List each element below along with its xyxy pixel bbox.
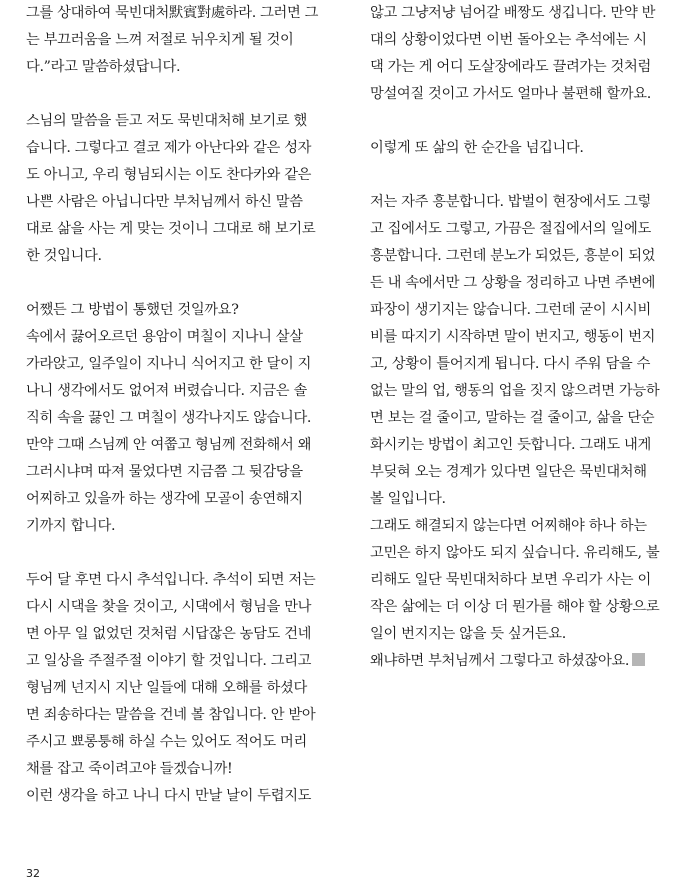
text-line: 는 부끄러움을 느껴 저절로 뉘우치게 될 것이: [26, 32, 294, 48]
text-line: 다시 시댁을 찾을 것이고, 시댁에서 형님을 만나: [26, 599, 312, 615]
text-line-final: [370, 651, 645, 671]
text-line: 저는 자주 흥분합니다. 밥벌이 현장에서도 그렇: [370, 194, 651, 210]
text-line: 면 보는 걸 줄이고, 말하는 걸 줄이고, 삶을 단순: [370, 410, 655, 426]
text-line: 볼 일입니다.: [370, 491, 446, 507]
text-line: 가라앉고, 일주일이 지나니 식어지고 한 달이 지: [26, 356, 312, 372]
text-line: 고 집에서도 그렇고, 가끔은 절집에서의 일에도: [370, 221, 651, 237]
text-line: 없는 말의 업, 행동의 업을 짓지 않으려면 가능하: [370, 383, 660, 399]
text-line: 이런 생각을 하고 나니 다시 만날 날이 두렵지도: [26, 788, 312, 804]
text-line: 한 것입니다.: [26, 248, 102, 264]
text-line: 흥분합니다. 그런데 분노가 되었든, 흥분이 되었: [370, 248, 656, 264]
text-line: 면 아무 일 없었던 것처럼 시답잖은 농담도 건네: [26, 626, 312, 642]
text-line: 고, 상황이 틀어지게 됩니다. 다시 주워 담을 수: [370, 356, 651, 372]
text-line: 리해도 일단 묵빈대처하다 보면 우리가 사는 이: [370, 572, 651, 588]
text-line: 기까지 합니다.: [26, 518, 116, 534]
text-line: 스님의 말씀을 듣고 저도 묵빈대처해 보기로 했: [26, 113, 307, 129]
page-number: 32: [26, 867, 40, 880]
text-line: 이렇게 또 삶의 한 순간을 넘깁니다.: [370, 140, 584, 156]
text-line: 댁 가는 게 어디 도살장에라도 끌려가는 것처럼: [370, 59, 651, 75]
text-line: 속에서 끓어오르던 용암이 며칠이 지나니 살살: [26, 329, 303, 345]
text-line: 일이 번지지는 않을 듯 싶거든요.: [370, 626, 566, 642]
text-line: 나쁜 사람은 아닙니다만 부처님께서 하신 말씀: [26, 194, 303, 210]
text-line: 부딪혀 오는 경계가 있다면 일단은 묵빈대처해: [370, 464, 647, 480]
text-line: 면 죄송하다는 말씀을 건네 볼 참입니다. 안 받아: [26, 707, 316, 723]
text-line: 않고 그냥저냥 넘어갈 배짱도 생깁니다. 만약 반: [370, 5, 656, 21]
text-line: 그래도 해결되지 않는다면 어찌해야 하나 하는: [370, 518, 647, 534]
text-line: 나니 생각에서도 없어져 버렸습니다. 지금은 솔: [26, 383, 307, 399]
text-line: 그를 상대하여 묵빈대처默賓對處하라. 그러면 그: [26, 5, 319, 21]
text-line: 대로 삶을 사는 게 맞는 것이니 그대로 해 보기로: [26, 221, 316, 237]
text-line: 비를 따지기 시작하면 말이 번지고, 행동이 번지: [370, 329, 656, 345]
text-line: 파장이 생기지는 않습니다. 그런데 굳이 시시비: [370, 302, 651, 318]
final-sentence: 왜냐하면 부처님께서 그렇다고 하셨잖아요.: [370, 653, 630, 669]
end-of-article-square-icon: [632, 653, 645, 666]
text-line: 만약 그때 스님께 안 여쭙고 형님께 전화해서 왜: [26, 437, 312, 453]
text-line: 도 아니고, 우리 형님되시는 이도 찬다카와 같은: [26, 167, 312, 183]
text-line: 형님께 넌지시 지난 일들에 대해 오해를 하셨다: [26, 680, 307, 696]
text-line: 대의 상황이었다면 이번 돌아오는 추석에는 시: [370, 32, 647, 48]
text-line: 직히 속을 끓인 그 며칠이 생각나지도 않습니다.: [26, 410, 312, 426]
text-line: 어쨌든 그 방법이 통했던 것일까요?: [26, 302, 239, 318]
text-line: 그러시냐며 따져 물었다면 지금쯤 그 뒷감당을: [26, 464, 303, 480]
text-line: 주시고 뾰롱퉁해 하실 수는 있어도 적어도 머리: [26, 734, 307, 750]
text-line: 두어 달 후면 다시 추석입니다. 추석이 되면 저는: [26, 572, 316, 588]
text-line: 채를 잡고 죽이려고야 들겠습니까!: [26, 761, 233, 777]
text-line: 든 내 속에서만 그 상황을 정리하고 나면 주변에: [370, 275, 656, 291]
text-line: 다.”라고 말씀하셨답니다.: [26, 59, 181, 75]
text-line: 망설여질 것이고 가서도 얼마나 불편해 할까요.: [370, 86, 651, 102]
text-line: 고 일상을 주절주절 이야기 할 것입니다. 그리고: [26, 653, 312, 669]
text-line: 고민은 하지 않아도 되지 싶습니다. 유리해도, 불: [370, 545, 660, 561]
text-line: 어찌하고 있을까 하는 생각에 모골이 송연해지: [26, 491, 303, 507]
text-line: 습니다. 그렇다고 결코 제가 아난다와 같은 성자: [26, 140, 312, 156]
text-line: 화시키는 방법이 최고인 듯합니다. 그래도 내게: [370, 437, 651, 453]
text-line: 작은 삶에는 더 이상 더 뭔가를 해야 할 상황으로: [370, 599, 660, 615]
